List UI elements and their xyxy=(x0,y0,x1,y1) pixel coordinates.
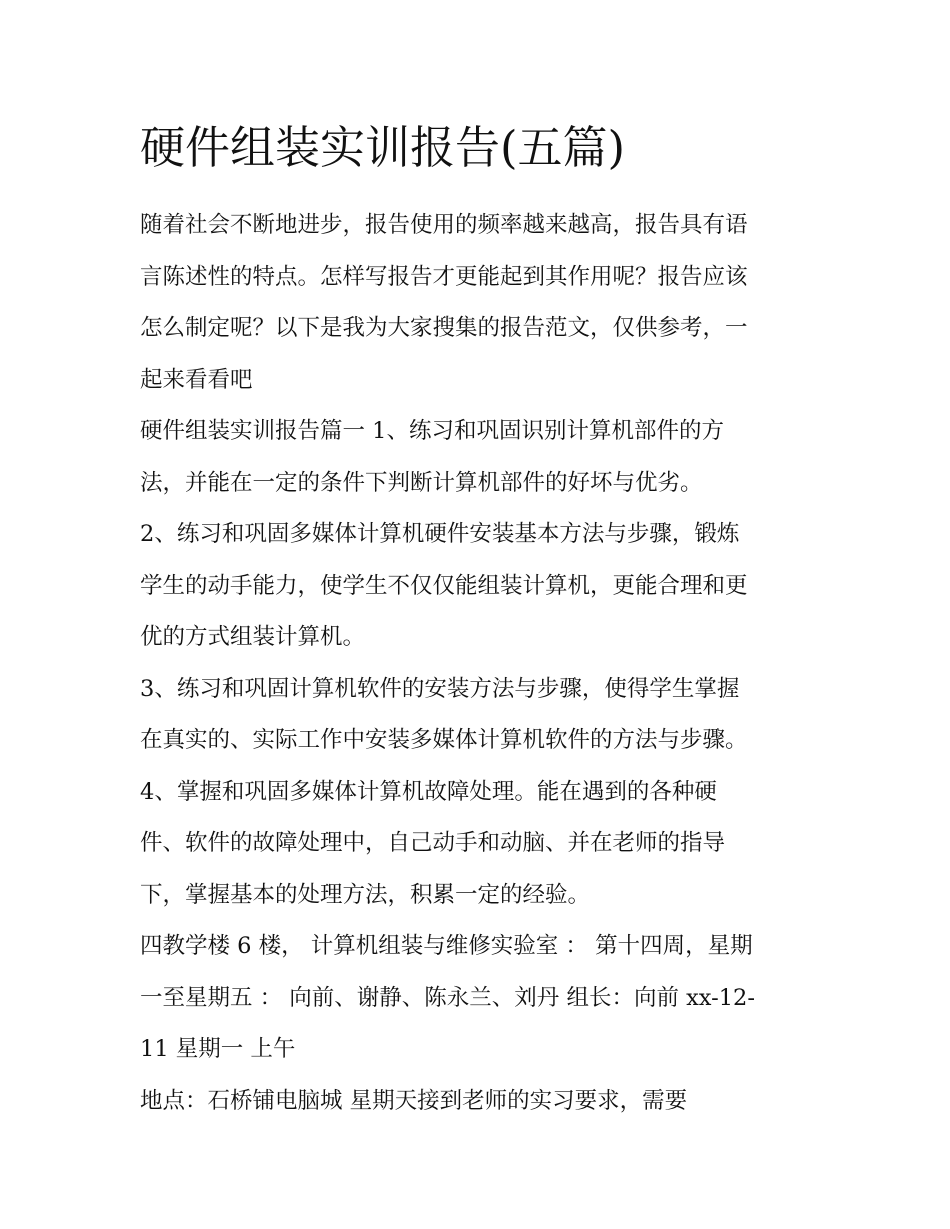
body-line: 四教学楼 6 楼， 计算机组装与维修实验室 ： 第十四周，星期 xyxy=(140,933,753,959)
body-line: 法，并能在一定的条件下判断计算机部件的好坏与优劣。 xyxy=(140,469,703,496)
body-line: 下，掌握基本的处理方法，积累一定的经验。 xyxy=(140,881,591,908)
body-line: 言陈述性的特点。怎样写报告才更能起到其作用呢？报告应该 xyxy=(140,263,748,290)
body-line: 怎么制定呢？以下是我为大家搜集的报告范文，仅供参考，一 xyxy=(140,315,748,341)
body-line: 4、掌握和巩固多媒体计算机故障处理。能在遇到的各种硬 xyxy=(140,778,717,805)
body-line: 在真实的、实际工作中安装多媒体计算机软件的方法与步骤。 xyxy=(140,727,748,753)
body-line: 优的方式组装计算机。 xyxy=(140,624,366,650)
document-page xyxy=(140,118,816,1127)
body-line: 件、软件的故障处理中，自己动手和动脑、并在老师的指导 xyxy=(140,830,726,856)
document-title: 硬件组装实训报告(五篇) xyxy=(140,121,626,174)
body-line: 地点：石桥铺电脑城 星期天接到老师的实习要求，需要 xyxy=(140,1087,688,1114)
document-body xyxy=(140,200,816,1127)
body-line: 一至星期五 ： 向前、谢静、陈永兰、刘丹 组长：向前 xx-12- xyxy=(140,984,755,1011)
body-line: 3、练习和巩固计算机软件的安装方法与步骤，使得学生掌握 xyxy=(140,675,740,702)
body-line: 硬件组装实训报告篇一 1、练习和巩固识别计算机部件的方 xyxy=(140,418,724,444)
body-line: 学生的动手能力，使学生不仅仅能组装计算机，更能合理和更 xyxy=(140,572,748,599)
body-line: 2、练习和巩固多媒体计算机硬件安装基本方法与步骤，锻炼 xyxy=(140,521,740,547)
body-line: 随着社会不断地进步，报告使用的频率越来越高，报告具有语 xyxy=(140,212,748,238)
body-line: 起来看看吧 xyxy=(140,366,253,393)
body-line: 11 星期一 上午 xyxy=(140,1036,296,1062)
